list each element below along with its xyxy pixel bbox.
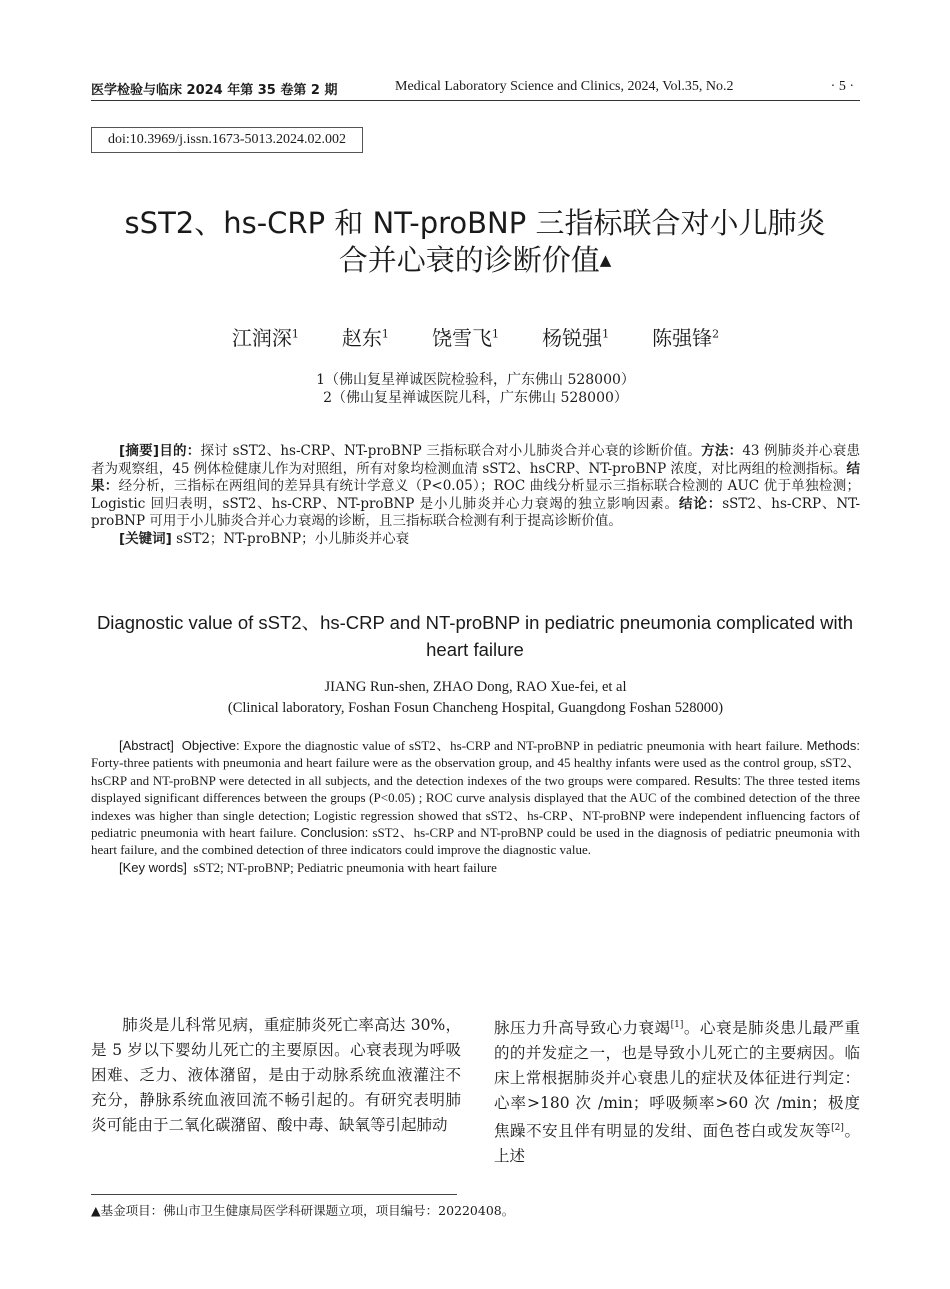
abstract-en-methods: Forty-three patients with pneumonia and heart failure were as the observation group, and 45 healthy infants were used as the control group, sST2、hsCRP and NT-proBNP were detected in all subjects, and the detection indexes of the two groups were compared. bbox=[91, 755, 860, 788]
footnote-divider bbox=[91, 1194, 457, 1195]
authors-cn bbox=[91, 322, 860, 351]
citation-1: [1] bbox=[670, 1020, 684, 1030]
body-paragraph-left: 肺炎是儿科常见病，重症肺炎死亡率高达 30%，是 5 岁以下婴幼儿死亡的主要原因。心衰表现为呼吸困难、乏力、液体潴留，是由于动脉系统血液灌注不充分，静脉系统血液回流不畅引起的。有研究表明肺炎可能由于二氧化碳潴留、酸中毒、缺氧等引起肺动 bbox=[91, 1016, 461, 1134]
author-2: 赵东$^1$ bbox=[341, 326, 389, 350]
abstract-en-results: The three tested items displayed significant differences between the groups (P<0.05) ; ROC curve analysis displayed that the AUC of the combined detection of the three indexes was higher than single detection; Logistic regression showed that sST2、hs-CRP、NT-proBNP were independent influencing factors of pediatric pneumonia with heart failure. bbox=[91, 772, 861, 841]
authors-en: JIANG Run-shen, ZHAO Dong, RAO Xue-fei, et al bbox=[324, 679, 627, 695]
journal-name-cn: 医学检验与临床 2024 年第 35 卷第 2 期 bbox=[91, 83, 338, 98]
keywords-en: sST2; NT-proBNP; Pediatric pneumonia with heart failure bbox=[193, 859, 497, 875]
journal-name-en: Medical Laboratory Science and Clinics, 2024, Vol.35, No.2 bbox=[395, 79, 734, 94]
keywords-label: [关键词] bbox=[119, 530, 172, 547]
body-left-column bbox=[91, 1013, 461, 1138]
abstract-results: 经分析，三指标在两组间的差异具有统计学意义（P<0.05）；ROC 曲线分析显示三指标联合检测的 AUC 优于单独检测；Logistic 回归表明，sST2、hs-CRP、NT-proBNP 是小儿肺炎并心力衰竭的独立影响因素。 bbox=[91, 478, 861, 512]
title-cn-line2: 合并心衰的诊断价值▲ bbox=[338, 243, 612, 277]
running-header bbox=[91, 76, 860, 101]
fund-marker: ▲ bbox=[599, 251, 612, 269]
author-5: 陈强锋$^2$ bbox=[652, 326, 720, 350]
author-3: 饶雪飞$^1$ bbox=[432, 326, 499, 350]
abstract-en-objective: Expore the diagnostic value of sST2、hs-CRP and NT-proBNP in pediatric pneumonia with heart failure. bbox=[243, 738, 803, 753]
title-cn-line1: sST2、hs-CRP 和 NT-proBNP 三指标联合对小儿肺炎 bbox=[124, 206, 826, 240]
abstract-methods: 43 例肺炎并心衰患者为观察组，45 例体检健康儿作为对照组，所有对象均检测血清 sST2、hsCRP、NT-proBNP 浓度，对比两组的检测指标。 bbox=[91, 443, 861, 477]
affiliation-1: 1（佛山复星禅诚医院检验科，广东佛山 528000） bbox=[316, 372, 635, 388]
abstract-objective: 探讨 sST2、hs-CRP、NT-proBNP 三指标联合对小儿肺炎合并心衰的诊断价值。 bbox=[200, 443, 702, 459]
page-number: · 5 · bbox=[830, 79, 854, 94]
abstract-en: [Abstract] Objective: Expore the diagnostic value of sST2、hs-CRP and NT-proBNP in pediatric pneumonia with heart failure. Methods: Forty-three patients with pneumonia and heart failure were as the observation group, and 45 healthy infants were used as the control group, sST2、hsCRP and NT-proBNP were detected in all subjects, and the detection indexes of the two groups were compared. Results: The three tested items displayed significant differences between the groups (P<0.05) ; ROC curve analysis displayed that the AUC of the combined detection of the three indexes was higher than single detection; Logistic regression showed that sST2、hs-CRP、NT-proBNP were independent influencing factors of pediatric pneumonia with heart failure. Conclusion: sST2、hs-CRP and NT-proBNP could be used in the diagnosis of pediatric pneumonia with heart failure, and the combined detection of three indicators could improve the diagnostic value. [Key words] sST2; NT-proBNP; Pediatric pneumonia with heart failure bbox=[91, 738, 861, 875]
affiliation-2: 2（佛山复星禅诚医院儿科，广东佛山 528000） bbox=[323, 390, 628, 406]
abstract-label: [摘要] bbox=[119, 443, 160, 459]
keywords-en-label: [Key words] bbox=[119, 859, 187, 875]
author-4: 杨锐强$^1$ bbox=[542, 326, 610, 350]
footnote: ▲基金项目：佛山市卫生健康局医学科研课题立项，项目编号：20220408。 bbox=[91, 1203, 515, 1218]
keywords-cn: sST2；NT-proBNP；小儿肺炎并心衰 bbox=[176, 530, 410, 547]
abstract-conclusion: sST2、hs-CRP、NT-proBNP 可用于小儿肺炎合并心力衰竭的诊断，且三指标联合检测有利于提高诊断价值。 bbox=[91, 495, 861, 530]
authors-en-block bbox=[91, 677, 860, 719]
affiliation-en: (Clinical laboratory, Foshan Fosun Chancheng Hospital, Guangdong Foshan 528000) bbox=[227, 700, 724, 716]
abstract-en-conclusion: sST2、hs-CRP and NT-proBNP could be used in the diagnosis of pediatric pneumonia with heart failure, and the combined detection of three indicators could improve the diagnostic value. bbox=[91, 825, 861, 858]
doi-box: doi:10.3969/j.issn.1673-5013.2024.02.002 bbox=[91, 127, 363, 153]
title-cn bbox=[75, 205, 875, 279]
abstract-en-label: [Abstract] bbox=[119, 738, 174, 753]
abstract-cn: [摘要]目的：探讨 sST2、hs-CRP、NT-proBNP 三指标联合对小儿肺炎合并心衰的诊断价值。方法：43 例肺炎并心衰患者为观察组，45 例体检健康儿作为对照组，所有对象均检测血清 sST2、hsCRP、NT-proBNP 浓度，对比两组的检测指标。结果：经分析，三指标在两组间的差异具有统计学意义（P<0.05）；ROC 曲线分析显示三指标联合检测的 AUC 优于单独检测；Logistic 回归表明，sST2、hs-CRP、NT-proBNP 是小儿肺炎并心力衰竭的独立影响因素。结论：sST2、hs-CRP、NT-proBNP 可用于小儿肺炎合并心力衰竭的诊断，且三指标联合检测有利于提高诊断价值。 [关键词] sST2；NT-proBNP；小儿肺炎并心衰 bbox=[91, 443, 861, 547]
citation-2: [2] bbox=[831, 1123, 844, 1134]
author-1: 江润深$^1$ bbox=[231, 326, 299, 350]
body-right-column: 脉压力升高导致心力衰竭[1]。心衰是肺炎患儿最严重的的并发症之一，也是导致小儿死亡的主要病因。临床上常根据肺炎并心衰患儿的症状及体征进行判定：心率>180 次 /min；呼吸频率>60 次 /min；极度焦躁不安且伴有明显的发绀、面色苍白或发灰等[2]。上述 bbox=[494, 1019, 860, 1166]
title-en: Diagnostic value of sST2、hs-CRP and NT-proBNP in pediatric pneumonia complicated with heart failure bbox=[96, 612, 854, 660]
